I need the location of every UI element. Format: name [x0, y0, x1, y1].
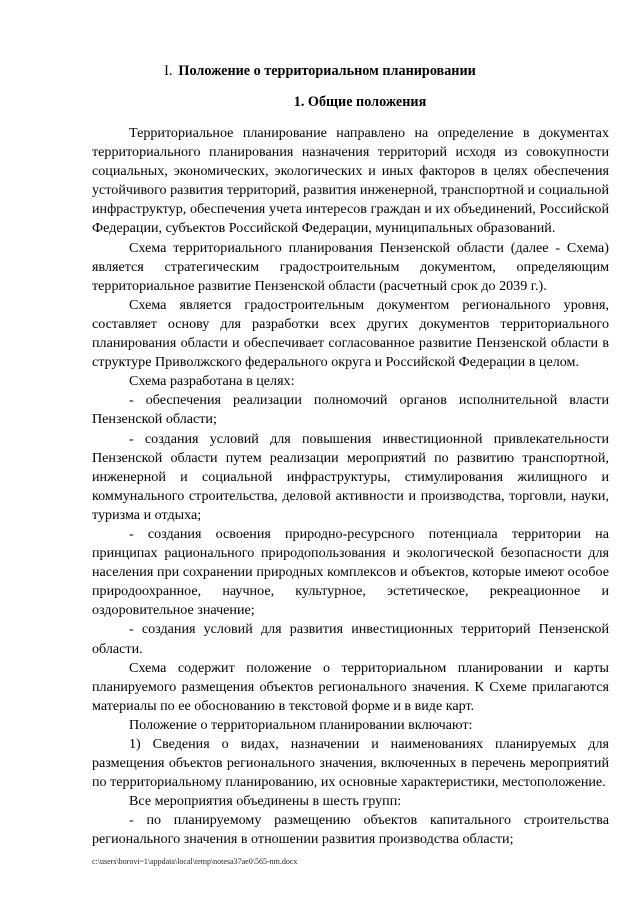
paragraph: Территориальное планирование направлено на определение в документах территориального планирования назначения территорий исходя из совокупности социальных, экономических, экологических и иных факторов в целях обеспечения устойчивого развития территорий, развития инженерной, транспортной и социальной инфраструктур, обеспечения учета интересов граждан и их объединений, Российской Федерации, субъектов Российской Федерации, муниципальных образований. [92, 125, 609, 237]
list-item: - создания освоения природно-ресурсного потенциала территории на принципах рационального природопользования и экологической безопасности для населения при сохранении природных комплексов и объектов, которые имеют особое природоохранное, научное, культурное, эстетическое, рекреационное и оздоровительное значение; [92, 525, 609, 619]
list-item: - обеспечения реализации полномочий органов исполнительной власти Пензенской области; [92, 392, 609, 428]
paragraph: Схема содержит положение о территориальном планировании и карты планируемого размещения объектов регионального значения. К Схеме прилагаются материалы по ее обоснованию в текстовой форме и в виде карт. [92, 659, 609, 714]
list-item: - создания условий для развития инвестиционных территорий Пензенской области. [92, 621, 609, 657]
section-number: I. [164, 63, 173, 79]
section-title: Положение о территориальном планировании [178, 63, 476, 79]
section-heading [0, 62, 640, 80]
paragraph: Положение о территориальном планировании включают: [129, 716, 473, 733]
list-item: - создания условий для повышения инвестиционной привлекательности Пензенской области путем реализации мероприятий по развитию транспортной, инженерной и социальной инфраструктуры, стимулирования жилищного и коммунального строительства, деловой активности и производства, торговли, науки, туризма и отдыха; [92, 430, 609, 523]
list-item: 1) Сведения о видах, назначении и наименованиях планируемых для размещения объектов регионального значения, включенных в перечень мероприятий по территориальному планированию, их основные характеристики, местоположение. [92, 736, 609, 791]
list-item: - по планируемому размещению объектов капитального строительства регионального значения в отношении развития производства области; [92, 812, 609, 848]
document-body [92, 124, 609, 850]
paragraph: Все мероприятия объединены в шесть групп: [129, 793, 402, 810]
file-path-footer: c:\users\borovi~1\appdata\local\temp\notesa37ae0\565-nm.docx [92, 857, 298, 866]
paragraph: Схема разработана в целях: [129, 373, 295, 390]
paragraph: Схема является градостроительным документом регионального уровня, составляет основу для разработки всех других документов территориального планирования области и обеспечивает согласованное развитие Пензенской области в структуре Приволжского федерального округа и Российской Федерации в целом. [92, 296, 609, 371]
paragraph: Схема территориального планирования Пензенской области (далее - Схема) является стратегическим градостроительным документом, определяющим территориальное развитие Пензенской области (расчетный срок до 2039 г.). [92, 239, 609, 294]
subsection-heading: 1. Общие положения [293, 94, 427, 110]
